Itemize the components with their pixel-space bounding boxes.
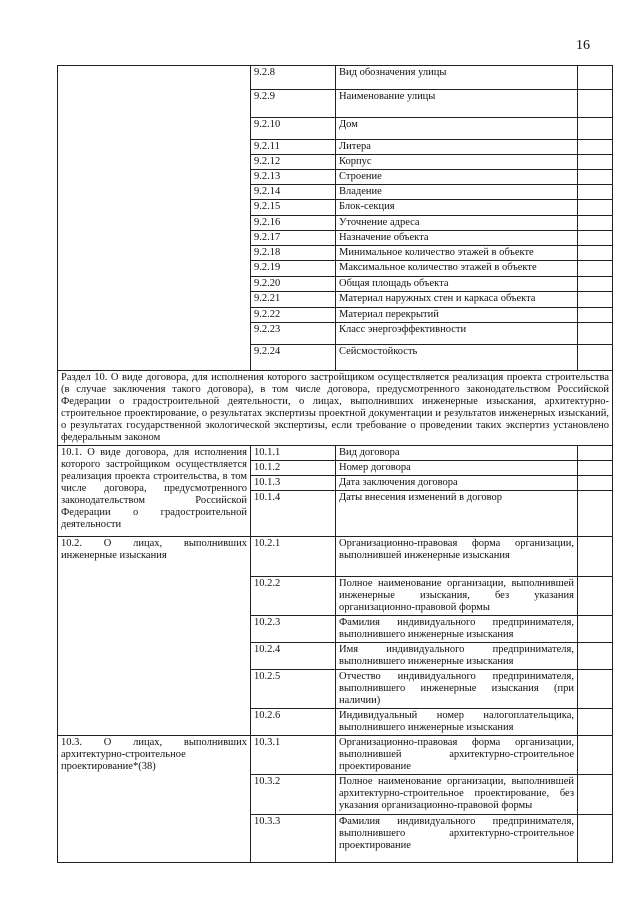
row-code: 9.2.24 (251, 345, 336, 371)
value-cell (578, 537, 613, 577)
row-code: 10.2.2 (251, 577, 336, 616)
row-code: 10.2.1 (251, 537, 336, 577)
row-code: 10.2.6 (251, 709, 336, 736)
group-10-1-rows (58, 446, 613, 537)
row-text: Строение (336, 170, 578, 185)
row-code: 10.3.1 (251, 736, 336, 775)
row-code: 9.2.17 (251, 231, 336, 246)
row-code: 9.2.13 (251, 170, 336, 185)
value-cell (578, 231, 613, 246)
disclosure-table (57, 65, 613, 863)
group-label: 10.2. О лицах, выполнивших инженерные изыскания (58, 537, 251, 736)
value-cell (578, 246, 613, 261)
table-row (58, 66, 613, 90)
row-text: Фамилия индивидуального предпринимателя, выполнившего архитектурно-строительное проектирование (336, 815, 578, 863)
value-cell (578, 200, 613, 216)
row-text: Назначение объекта (336, 231, 578, 246)
row-code: 10.1.4 (251, 491, 336, 537)
section-9-2-rows (58, 66, 613, 371)
row-code: 10.1.2 (251, 461, 336, 476)
row-code: 9.2.18 (251, 246, 336, 261)
row-text: Полное наименование организации, выполнившей архитектурно-строительное проектирование, без указания организационно-правовой формы (336, 775, 578, 815)
row-text: Полное наименование организации, выполнившей инженерные изыскания, без указания организационно-правовой формы (336, 577, 578, 616)
table-row (58, 736, 613, 775)
row-text: Отчество индивидуального предпринимателя, выполнившего инженерные изыскания (при наличии) (336, 670, 578, 709)
row-text: Литера (336, 140, 578, 155)
value-cell (578, 155, 613, 170)
value-cell (578, 709, 613, 736)
row-code: 9.2.19 (251, 261, 336, 277)
row-text: Блок-секция (336, 200, 578, 216)
value-cell (578, 277, 613, 292)
row-text: Вид договора (336, 446, 578, 461)
value-cell (578, 670, 613, 709)
row-code: 9.2.20 (251, 277, 336, 292)
row-text: Общая площадь объекта (336, 277, 578, 292)
row-text: Наименование улицы (336, 90, 578, 118)
row-code: 9.2.22 (251, 308, 336, 323)
row-code: 10.1.1 (251, 446, 336, 461)
row-text: Корпус (336, 155, 578, 170)
value-cell (578, 616, 613, 643)
row-text: Сейсмостойкость (336, 345, 578, 371)
value-cell (578, 736, 613, 775)
group-10-3-rows (58, 736, 613, 863)
value-cell (578, 476, 613, 491)
value-cell (578, 308, 613, 323)
row-code: 9.2.12 (251, 155, 336, 170)
value-cell (578, 140, 613, 155)
row-code: 10.2.4 (251, 643, 336, 670)
table-row (58, 446, 613, 461)
value-cell (578, 216, 613, 231)
row-text: Уточнение адреса (336, 216, 578, 231)
value-cell (578, 292, 613, 308)
value-cell (578, 815, 613, 863)
blank-cell (58, 66, 251, 371)
value-cell (578, 261, 613, 277)
row-text: Максимальное количество этажей в объекте (336, 261, 578, 277)
row-text: Класс энергоэффективности (336, 323, 578, 345)
row-text: Дом (336, 118, 578, 140)
row-code: 10.3.2 (251, 775, 336, 815)
row-code: 9.2.10 (251, 118, 336, 140)
value-cell (578, 66, 613, 90)
row-text: Минимальное количество этажей в объекте (336, 246, 578, 261)
value-cell (578, 491, 613, 537)
value-cell (578, 118, 613, 140)
row-text: Владение (336, 185, 578, 200)
group-label: 10.1. О виде договора, для исполнения которого застройщиком осуществляется реализация проекта строительства, в том числе договора, предусмотренного законодательством Российской Федерации о градостроительной деятельности (58, 446, 251, 537)
table-row (58, 537, 613, 577)
page-number: 16 (576, 38, 590, 53)
row-text: Вид обозначения улицы (336, 66, 578, 90)
value-cell (578, 643, 613, 670)
value-cell (578, 323, 613, 345)
value-cell (578, 461, 613, 476)
row-text: Имя индивидуального предпринимателя, выполнившего инженерные изыскания (336, 643, 578, 670)
row-code: 9.2.8 (251, 66, 336, 90)
value-cell (578, 775, 613, 815)
section-10-heading-row (58, 371, 613, 446)
value-cell (578, 170, 613, 185)
row-text: Номер договора (336, 461, 578, 476)
row-code: 10.1.3 (251, 476, 336, 491)
row-text: Материал наружных стен и каркаса объекта (336, 292, 578, 308)
row-text: Дата заключения договора (336, 476, 578, 491)
row-code: 10.2.5 (251, 670, 336, 709)
row-text: Даты внесения изменений в договор (336, 491, 578, 537)
value-cell (578, 90, 613, 118)
row-code: 9.2.9 (251, 90, 336, 118)
value-cell (578, 577, 613, 616)
row-text: Фамилия индивидуального предпринимателя, выполнившего инженерные изыскания (336, 616, 578, 643)
row-code: 9.2.21 (251, 292, 336, 308)
row-code: 9.2.14 (251, 185, 336, 200)
value-cell (578, 446, 613, 461)
row-code: 9.2.16 (251, 216, 336, 231)
section-10-heading: Раздел 10. О виде договора, для исполнения которого застройщиком осуществляется реализация проекта строительства (в случае заключения такого договора), в том числе договора, предусмотренного законодательством Российской Федерации о градостроительной деятельности, о лицах, выполнивших инженерные изыскания, архитектурно-строительное проектирование, о результатах экспертизы проектной документации и результатов инженерных изысканий, о результатах государственной экологической экспертизы, если требование о проведении таких экспертиз установлено федеральным законом (58, 371, 613, 446)
value-cell (578, 345, 613, 371)
row-text: Индивидуальный номер налогоплательщика, выполнившего инженерные изыскания (336, 709, 578, 736)
row-text: Организационно-правовая форма организации, выполнившей архитектурно-строительное проектирование (336, 736, 578, 775)
group-label: 10.3. О лицах, выполнивших архитектурно-строительное проектирование*(38) (58, 736, 251, 863)
row-text: Организационно-правовая форма организации, выполнившей инженерные изыскания (336, 537, 578, 577)
row-code: 9.2.23 (251, 323, 336, 345)
group-10-2-rows (58, 537, 613, 736)
row-text: Материал перекрытий (336, 308, 578, 323)
row-code: 10.2.3 (251, 616, 336, 643)
value-cell (578, 185, 613, 200)
row-code: 9.2.15 (251, 200, 336, 216)
row-code: 9.2.11 (251, 140, 336, 155)
row-code: 10.3.3 (251, 815, 336, 863)
